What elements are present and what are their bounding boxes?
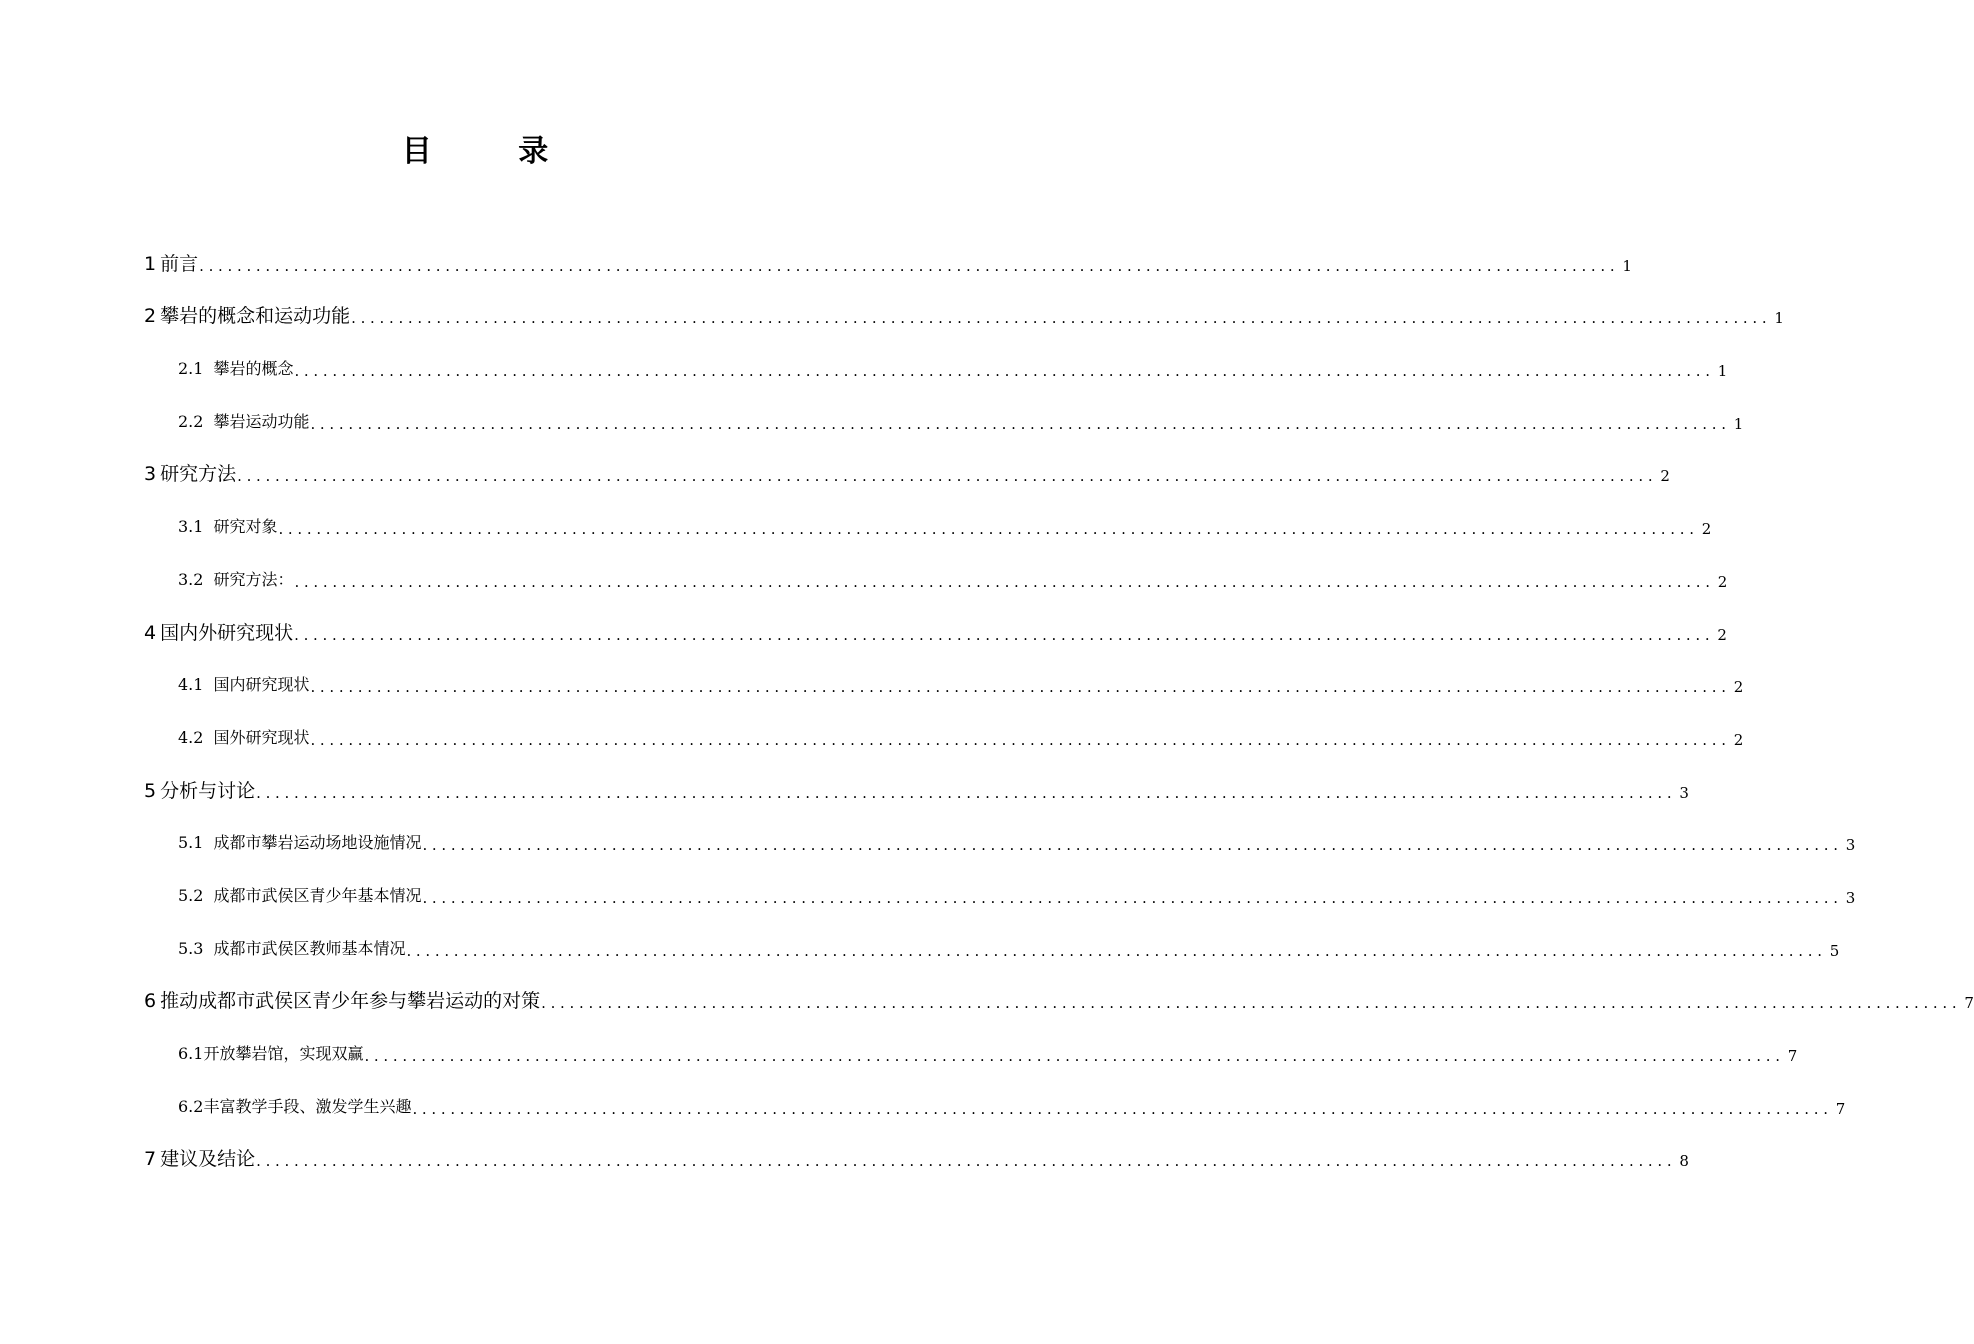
dot-leader: ......................................................................................................................................................: [541, 994, 1962, 1013]
dot-leader: ......................................................................................................................................................: [237, 467, 1658, 486]
toc-entry-number: 1: [144, 252, 157, 275]
dot-leader: ......................................................................................................................................................: [294, 362, 1715, 381]
toc-entry-page: 2: [1717, 625, 1727, 644]
dot-leader: ......................................................................................................................................................: [310, 414, 1731, 433]
toc-entry-page: 2: [1660, 467, 1670, 486]
toc-entry-page: 7: [1964, 994, 1974, 1013]
toc-entry[interactable]: [0, 763, 1689, 816]
toc-entry-number: 5.2: [178, 885, 204, 905]
toc-entry-text: 推动成都市武侯区青少年参与攀岩运动的对策: [160, 990, 541, 1013]
table-of-contents: [0, 236, 1974, 1184]
toc-entry-number: 5.1: [178, 833, 204, 853]
toc-subentry[interactable]: [0, 1026, 1798, 1079]
dot-leader: ......................................................................................................................................................: [422, 836, 1843, 855]
toc-entry-number: 4.2: [178, 727, 204, 747]
toc-entry-number: 3: [144, 463, 157, 486]
toc-entry-page: 3: [1679, 783, 1689, 802]
toc-entry[interactable]: [0, 289, 1784, 342]
dot-leader: ......................................................................................................................................................: [256, 1152, 1677, 1171]
toc-entry-label: [144, 1148, 255, 1170]
toc-entry-page: 5: [1829, 941, 1840, 960]
toc-entry-text: 成都市武侯区教师基本情况: [213, 938, 406, 958]
toc-subentry[interactable]: [0, 1079, 1846, 1132]
toc-entry-number: 6.2: [178, 1096, 204, 1116]
toc-entry-page: 2: [1733, 678, 1744, 697]
toc-entry-text: 成都市攀岩运动场地设施情况: [213, 833, 422, 853]
toc-subentry[interactable]: [0, 552, 1728, 605]
toc-entry-number: 5: [144, 779, 157, 802]
toc-entry-page: 7: [1835, 1099, 1846, 1118]
toc-entry-text: 国外研究现状: [213, 727, 310, 747]
toc-entry-page: 1: [1717, 362, 1728, 381]
toc-entry-number: 6: [144, 990, 157, 1013]
toc-entry-label: [178, 516, 277, 538]
toc-entry-label: [178, 411, 309, 433]
toc-entry-number: 4.1: [178, 675, 204, 695]
toc-entry-number: 6.1: [178, 1044, 204, 1063]
dot-leader: ......................................................................................................................................................: [406, 941, 1827, 960]
dot-leader: ......................................................................................................................................................: [294, 572, 1715, 591]
toc-entry-number: 3.2: [178, 569, 204, 589]
toc-subentry[interactable]: [0, 710, 1744, 763]
toc-entry-page: 3: [1845, 888, 1856, 907]
toc-entry-text: 开放攀岩馆，实现双赢: [203, 1044, 364, 1063]
toc-entry-page: 2: [1701, 520, 1712, 539]
toc-entry-number: 2.1: [178, 359, 204, 379]
toc-entry-text: 国内外研究现状: [160, 621, 294, 644]
toc-subentry[interactable]: [0, 394, 1744, 447]
toc-entry-label: [178, 1043, 363, 1065]
toc-entry-text: 国内研究现状: [213, 675, 310, 695]
dot-leader: ......................................................................................................................................................: [351, 309, 1772, 328]
dot-leader: ......................................................................................................................................................: [294, 625, 1715, 644]
toc-entry-text: 前言: [160, 252, 199, 275]
dot-leader: ......................................................................................................................................................: [256, 783, 1677, 802]
toc-entry-label: [178, 727, 309, 749]
page-title: 目 录: [401, 134, 587, 169]
toc-entry-label: [178, 358, 293, 380]
toc-entry-page: 1: [1733, 414, 1744, 433]
toc-entry-text: 分析与讨论: [160, 779, 256, 802]
toc-entry-text: 研究方法: [160, 463, 237, 486]
dot-leader: ......................................................................................................................................................: [278, 520, 1699, 539]
toc-entry-number: 5.3: [178, 938, 204, 958]
toc-entry-page: 7: [1787, 1047, 1798, 1065]
toc-entry-number: 7: [144, 1148, 157, 1171]
toc-entry-page: 1: [1774, 309, 1784, 328]
toc-entry-label: [178, 569, 293, 591]
toc-entry-label: [144, 253, 198, 275]
toc-entry-text: 研究对象: [213, 517, 278, 537]
dot-leader: ......................................................................................................................................................: [199, 256, 1620, 275]
toc-entry-label: [144, 780, 255, 802]
dot-leader: ......................................................................................................................................................: [364, 1047, 1785, 1065]
toc-subentry[interactable]: [0, 658, 1744, 711]
toc-entry-label: [144, 622, 293, 644]
toc-entry-text: 攀岩的概念和运动功能: [160, 305, 351, 328]
toc-entry[interactable]: [0, 605, 1727, 658]
toc-entry-page: 1: [1622, 256, 1632, 275]
dot-leader: ......................................................................................................................................................: [310, 678, 1731, 697]
toc-entry-number: 2: [144, 305, 157, 328]
toc-entry-label: [178, 938, 405, 960]
toc-subentry[interactable]: [0, 921, 1840, 974]
toc-entry-label: [178, 674, 309, 696]
toc-entry-label: [178, 885, 421, 907]
toc-entry[interactable]: [0, 447, 1670, 500]
toc-entry-number: 4: [144, 621, 157, 644]
toc-entry-text: 丰富教学手段、激发学生兴趣: [203, 1096, 412, 1116]
toc-entry-label: [144, 305, 350, 327]
toc-entry[interactable]: [0, 236, 1632, 289]
dot-leader: ......................................................................................................................................................: [422, 888, 1843, 907]
toc-entry-page: 2: [1733, 730, 1744, 749]
toc-entry-label: [144, 463, 236, 485]
toc-entry-page: 8: [1679, 1152, 1689, 1171]
toc-entry-label: [144, 990, 540, 1012]
toc-entry-text: 研究方法：: [213, 569, 294, 589]
dot-leader: ......................................................................................................................................................: [310, 730, 1731, 749]
toc-entry-label: [178, 1096, 411, 1118]
toc-subentry[interactable]: [0, 341, 1728, 394]
toc-entry-page: 2: [1717, 572, 1728, 591]
toc-entry-text: 建议及结论: [160, 1148, 256, 1171]
toc-entry[interactable]: [0, 974, 1974, 1027]
toc-entry-label: [178, 832, 421, 854]
toc-entry-number: 3.1: [178, 517, 204, 537]
toc-subentry[interactable]: [0, 499, 1712, 552]
toc-entry-text: 攀岩的概念: [213, 359, 294, 379]
toc-entry-number: 2.2: [178, 411, 204, 431]
toc-subentry[interactable]: [0, 868, 1856, 921]
toc-entry[interactable]: [0, 1132, 1689, 1185]
toc-entry-page: 3: [1845, 836, 1856, 855]
toc-entry-text: 成都市武侯区青少年基本情况: [213, 885, 422, 905]
dot-leader: ......................................................................................................................................................: [412, 1099, 1833, 1118]
toc-subentry[interactable]: [0, 816, 1856, 869]
toc-entry-text: 攀岩运动功能: [213, 411, 310, 431]
